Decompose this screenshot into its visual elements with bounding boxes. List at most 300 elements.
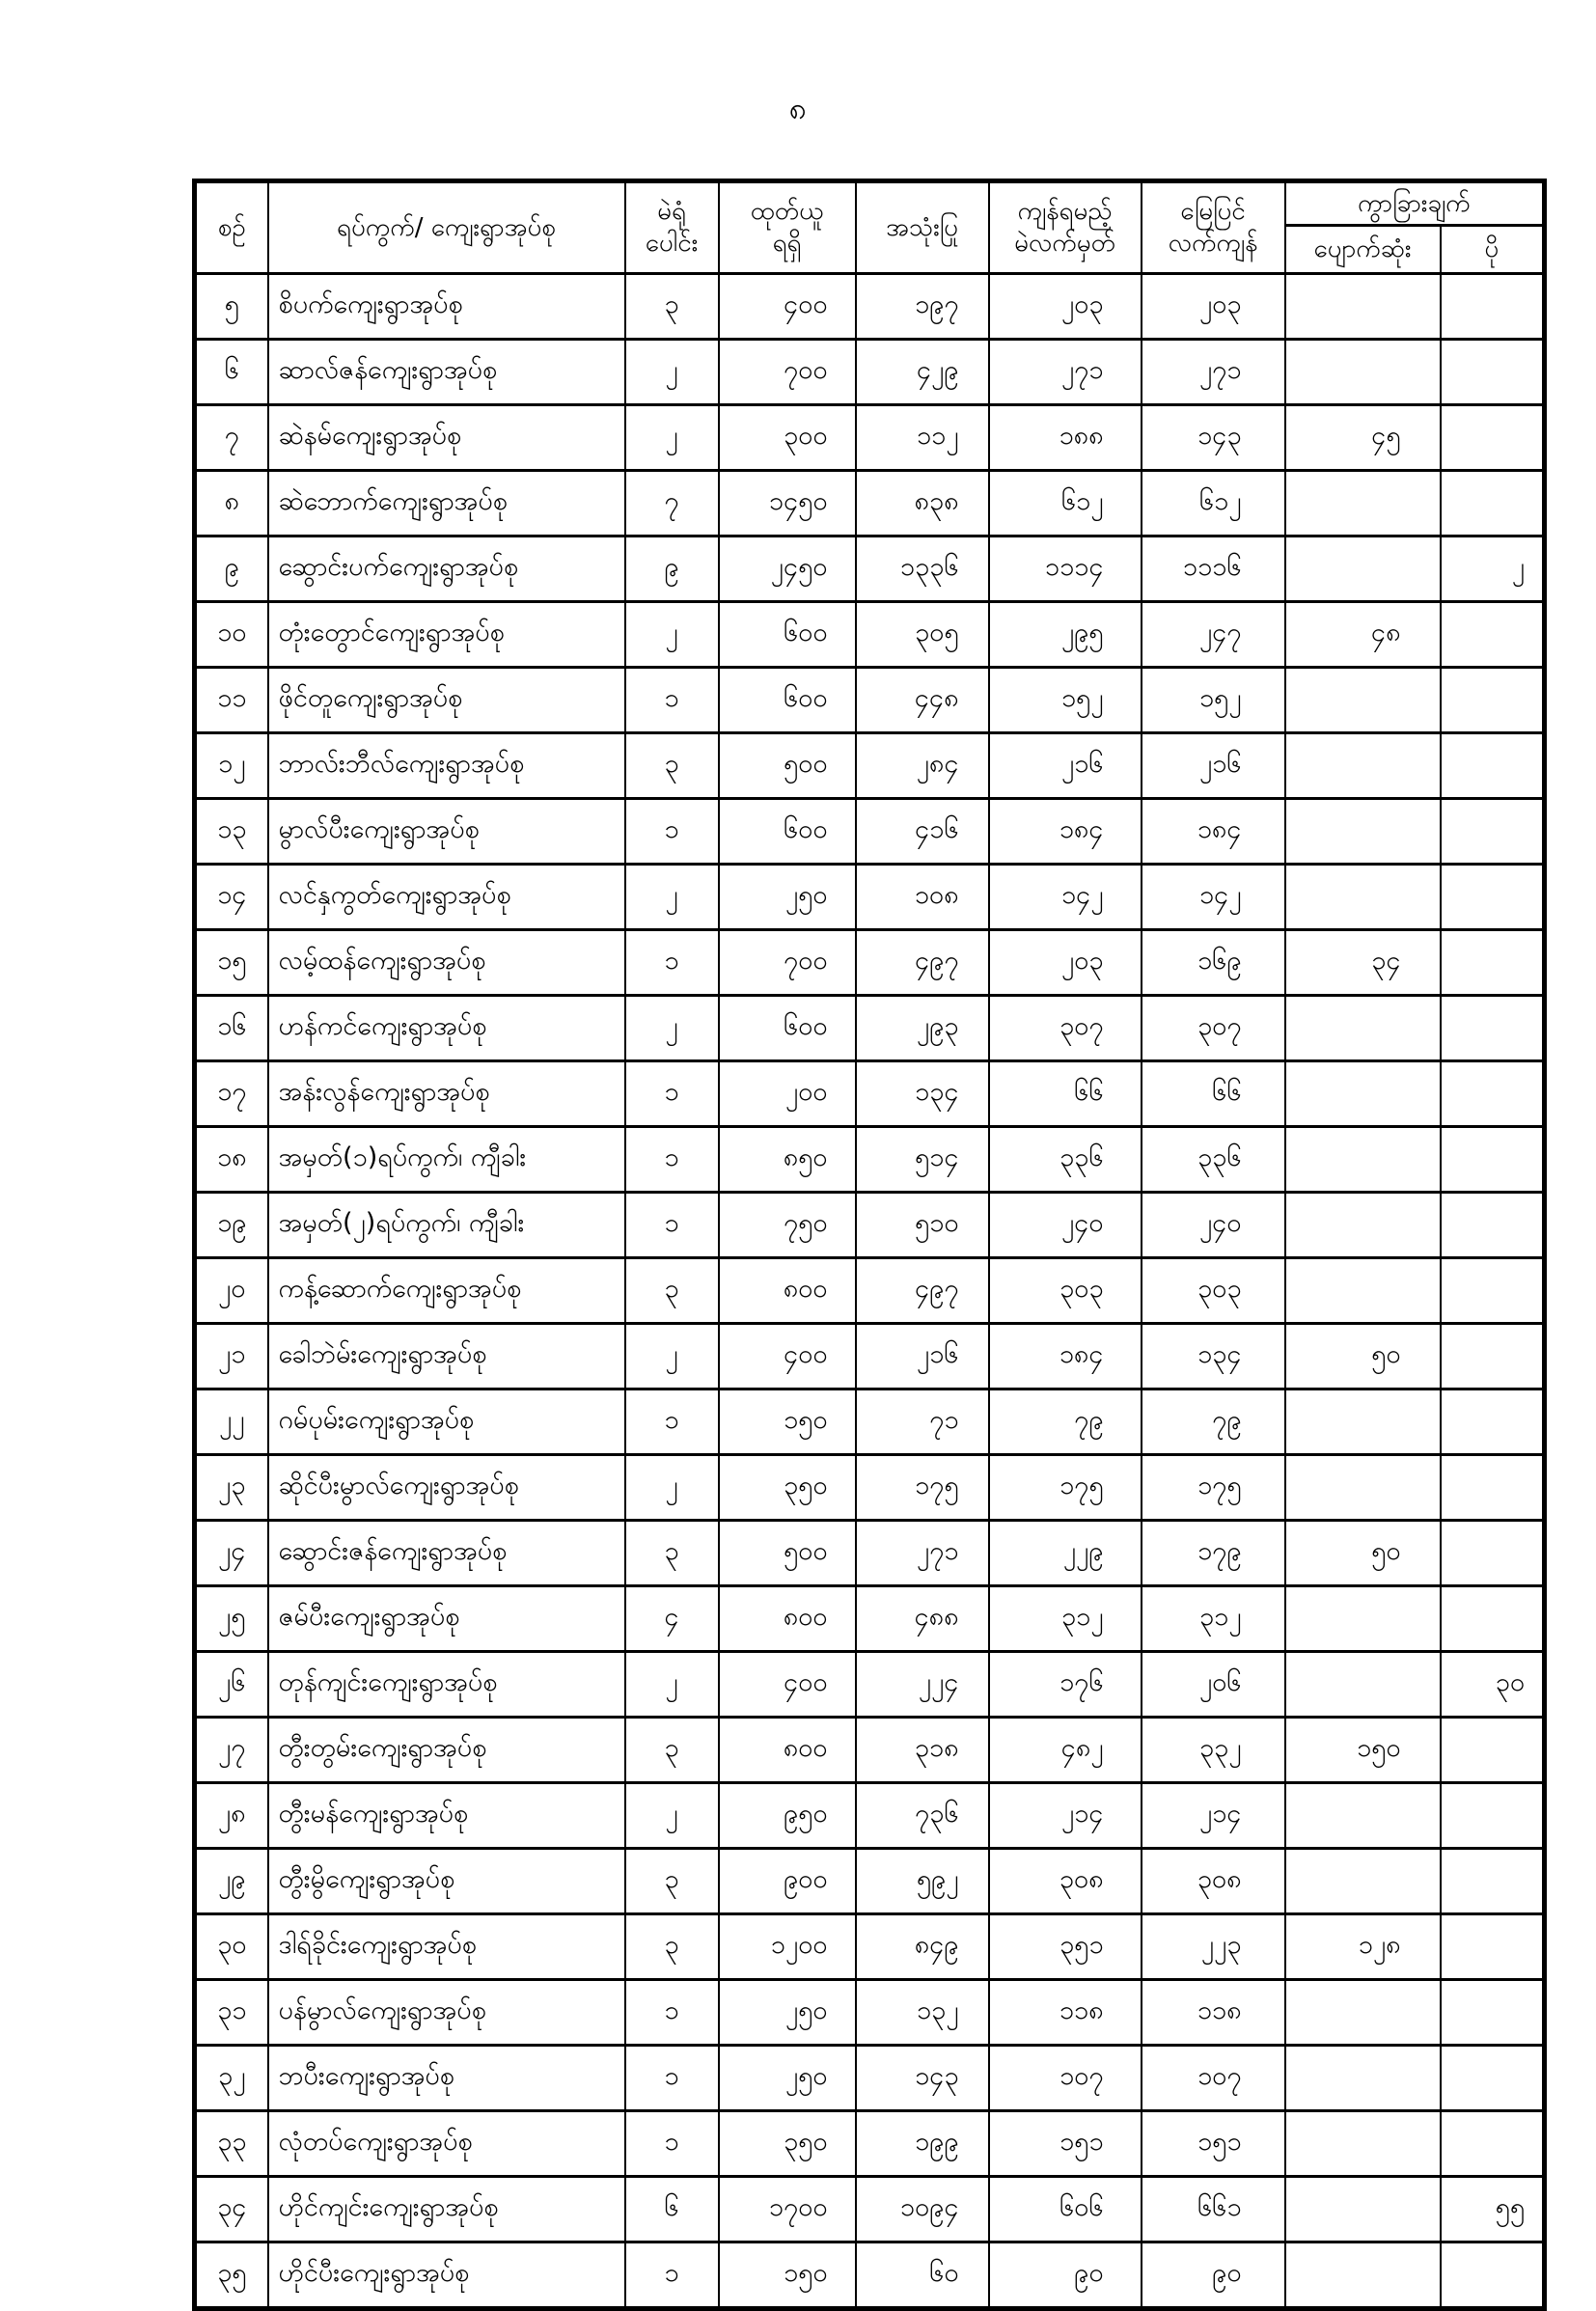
cell-received: ၁၅၀ xyxy=(719,2242,856,2309)
cell-ward-village-name: ပန်မွာလ်ကျေးရွာအုပ်စု xyxy=(268,1980,625,2046)
cell-ward-village-name: မွာလ်ပီးကျေးရွာအုပ်စု xyxy=(268,799,625,865)
cell-serial: ၃၀ xyxy=(195,1914,268,1980)
cell-received: ၁၂၀၀ xyxy=(719,1914,856,1980)
cell-missing xyxy=(1285,865,1441,930)
cell-ward-village-name: တွီးမွိကျေးရွာအုပ်စု xyxy=(268,1849,625,1914)
cell-missing xyxy=(1285,1389,1441,1455)
table-row xyxy=(195,2046,1545,2111)
cell-used: ၈၄၉ xyxy=(856,1914,989,1980)
cell-ward-village-name: ဇမ်ပီးကျေးရွာအုပ်စု xyxy=(268,1586,625,1652)
cell-required-remaining: ၂၁၄ xyxy=(989,1783,1142,1849)
cell-required-remaining: ၁၀၇ xyxy=(989,2046,1142,2111)
cell-used: ၁၁၂ xyxy=(856,405,989,471)
cell-serial: ၁၅ xyxy=(195,930,268,996)
table-row xyxy=(195,1652,1545,1718)
cell-serial: ၂၂ xyxy=(195,1389,268,1455)
cell-received: ၆၀၀ xyxy=(719,799,856,865)
table-row xyxy=(195,340,1545,405)
cell-missing xyxy=(1285,799,1441,865)
table-row xyxy=(195,799,1545,865)
col-header-required-remaining xyxy=(989,181,1142,274)
cell-ward-village-name: ဟန်ကင်ကျေးရွာအုပ်စု xyxy=(268,996,625,1061)
cell-ground-remaining: ၁၈၄ xyxy=(1142,799,1285,865)
cell-ground-remaining: ၁၄၃ xyxy=(1142,405,1285,471)
cell-polling-stations: ၁ xyxy=(625,799,719,865)
col-header-polling-stations xyxy=(625,181,719,274)
cell-serial: ၁၇ xyxy=(195,1061,268,1127)
cell-used: ၁၃၂ xyxy=(856,1980,989,2046)
cell-polling-stations: ၇ xyxy=(625,471,719,536)
cell-used: ၇၃၆ xyxy=(856,1783,989,1849)
col-header-polling-stations-line1: မဲရုံ xyxy=(657,197,686,226)
table-row xyxy=(195,1127,1545,1193)
cell-missing xyxy=(1285,1061,1441,1127)
cell-received: ၁၅၀ xyxy=(719,1389,856,1455)
table-body xyxy=(195,274,1545,2309)
cell-serial: ၃၄ xyxy=(195,2177,268,2242)
cell-polling-stations: ၃ xyxy=(625,1521,719,1586)
col-header-polling-stations-line2: ပေါင်း xyxy=(645,229,699,258)
cell-ground-remaining: ၃၀၇ xyxy=(1142,996,1285,1061)
cell-missing xyxy=(1285,1849,1441,1914)
cell-required-remaining: ၁၇၅ xyxy=(989,1455,1142,1521)
cell-ward-village-name: ဆဲဘောက်ကျေးရွာအုပ်စု xyxy=(268,471,625,536)
cell-used: ၄၂၉ xyxy=(856,340,989,405)
col-header-ground-remaining-line1: မြေပြင် xyxy=(1180,197,1246,226)
cell-received: ၃၅၀ xyxy=(719,2111,856,2177)
cell-ward-village-name: ဘပီးကျေးရွာအုပ်စု xyxy=(268,2046,625,2111)
cell-ward-village-name: တုန်ကျင်းကျေးရွာအုပ်စု xyxy=(268,1652,625,1718)
cell-ward-village-name: ခေါဘဲမ်းကျေးရွာအုပ်စု xyxy=(268,1324,625,1389)
cell-missing xyxy=(1285,1783,1441,1849)
cell-required-remaining: ၂၂၉ xyxy=(989,1521,1142,1586)
cell-used: ၁၉၉ xyxy=(856,2111,989,2177)
cell-ground-remaining: ၂၁၆ xyxy=(1142,733,1285,799)
cell-received: ၉၅၀ xyxy=(719,1783,856,1849)
cell-serial: ၁၉ xyxy=(195,1193,268,1258)
cell-used: ၂၁၆ xyxy=(856,1324,989,1389)
cell-missing: ၃၄ xyxy=(1285,930,1441,996)
cell-received: ၂၅၀ xyxy=(719,865,856,930)
cell-serial: ၂၃ xyxy=(195,1455,268,1521)
cell-ground-remaining: ၁၅၂ xyxy=(1142,668,1285,733)
col-header-serial: စဉ် xyxy=(195,181,268,274)
cell-used: ၄၈၈ xyxy=(856,1586,989,1652)
cell-ground-remaining: ၉၀ xyxy=(1142,2242,1285,2309)
cell-used: ၄၉၇ xyxy=(856,1258,989,1324)
cell-ground-remaining: ၁၆၉ xyxy=(1142,930,1285,996)
cell-required-remaining: ၆၆ xyxy=(989,1061,1142,1127)
table-row xyxy=(195,996,1545,1061)
cell-ward-village-name: လုံတပ်ကျေးရွာအုပ်စု xyxy=(268,2111,625,2177)
cell-ground-remaining: ၂၂၃ xyxy=(1142,1914,1285,1980)
table-row xyxy=(195,602,1545,668)
cell-used: ၁၇၅ xyxy=(856,1455,989,1521)
cell-required-remaining: ၁၈၈ xyxy=(989,405,1142,471)
cell-received: ၂၅၀ xyxy=(719,1980,856,2046)
cell-received: ၉၀၀ xyxy=(719,1849,856,1914)
cell-polling-stations: ၃ xyxy=(625,274,719,340)
table-row xyxy=(195,1258,1545,1324)
cell-required-remaining: ၉၀ xyxy=(989,2242,1142,2309)
cell-used: ၄၁၆ xyxy=(856,799,989,865)
col-header-ward-village: ရပ်ကွက်/ ကျေးရွာအုပ်စု xyxy=(268,181,625,274)
table-row xyxy=(195,1324,1545,1389)
col-header-received xyxy=(719,181,856,274)
cell-received: ၅၀၀ xyxy=(719,1521,856,1586)
cell-extra xyxy=(1441,1718,1545,1783)
table-row xyxy=(195,930,1545,996)
cell-required-remaining: ၁၅၂ xyxy=(989,668,1142,733)
cell-used: ၆၀ xyxy=(856,2242,989,2309)
cell-ward-village-name: အမှတ်(၂)ရပ်ကွက်၊ ကျီခါး xyxy=(268,1193,625,1258)
cell-extra xyxy=(1441,733,1545,799)
cell-used: ၁၃၃၆ xyxy=(856,536,989,602)
cell-polling-stations: ၂ xyxy=(625,602,719,668)
cell-serial: ၂၅ xyxy=(195,1586,268,1652)
cell-polling-stations: ၂ xyxy=(625,865,719,930)
cell-ward-village-name: ဆာလ်ဇန်ကျေးရွာအုပ်စု xyxy=(268,340,625,405)
cell-used: ၅၁၀ xyxy=(856,1193,989,1258)
cell-polling-stations: ၁ xyxy=(625,1980,719,2046)
col-header-received-line1: ထုတ်ယူ xyxy=(750,197,824,226)
cell-ground-remaining: ၆၆၁ xyxy=(1142,2177,1285,2242)
cell-received: ၁၄၅၀ xyxy=(719,471,856,536)
cell-polling-stations: ၁ xyxy=(625,1193,719,1258)
cell-extra xyxy=(1441,1061,1545,1127)
table-row xyxy=(195,733,1545,799)
cell-extra xyxy=(1441,1783,1545,1849)
cell-ground-remaining: ၂၀၆ xyxy=(1142,1652,1285,1718)
cell-serial: ၁၂ xyxy=(195,733,268,799)
table-row xyxy=(195,1914,1545,1980)
cell-extra xyxy=(1441,471,1545,536)
cell-polling-stations: ၁ xyxy=(625,1389,719,1455)
cell-received: ၈၀၀ xyxy=(719,1586,856,1652)
cell-received: ၈၅၀ xyxy=(719,1127,856,1193)
cell-serial: ၇ xyxy=(195,405,268,471)
cell-missing xyxy=(1285,1980,1441,2046)
table-row xyxy=(195,865,1545,930)
cell-extra xyxy=(1441,1193,1545,1258)
cell-ground-remaining: ၇၉ xyxy=(1142,1389,1285,1455)
cell-ward-village-name: ဒါရ်ခိုင်းကျေးရွာအုပ်စု xyxy=(268,1914,625,1980)
cell-received: ၆၀၀ xyxy=(719,996,856,1061)
cell-polling-stations: ၂ xyxy=(625,996,719,1061)
cell-extra xyxy=(1441,1980,1545,2046)
cell-required-remaining: ၁၇၆ xyxy=(989,1652,1142,1718)
cell-serial: ၉ xyxy=(195,536,268,602)
cell-polling-stations: ၁ xyxy=(625,930,719,996)
table-row xyxy=(195,1586,1545,1652)
cell-extra xyxy=(1441,2242,1545,2309)
cell-extra xyxy=(1441,996,1545,1061)
cell-required-remaining: ၁၈၄ xyxy=(989,799,1142,865)
cell-ground-remaining: ၁၇၅ xyxy=(1142,1455,1285,1521)
cell-polling-stations: ၁ xyxy=(625,2111,719,2177)
table-row xyxy=(195,471,1545,536)
table-row xyxy=(195,1521,1545,1586)
cell-ground-remaining: ၁၀၇ xyxy=(1142,2046,1285,2111)
cell-used: ၁၀၈ xyxy=(856,865,989,930)
table-row xyxy=(195,1061,1545,1127)
col-header-ground-remaining-line2: လက်ကျန် xyxy=(1168,229,1258,258)
cell-ground-remaining: ၁၁၁၆ xyxy=(1142,536,1285,602)
cell-received: ၃၅၀ xyxy=(719,1455,856,1521)
cell-serial: ၁၈ xyxy=(195,1127,268,1193)
cell-extra: ၂ xyxy=(1441,536,1545,602)
cell-required-remaining: ၄၈၂ xyxy=(989,1718,1142,1783)
cell-ground-remaining: ၂၁၄ xyxy=(1142,1783,1285,1849)
cell-ward-village-name: ဆွောင်းပက်ကျေးရွာအုပ်စု xyxy=(268,536,625,602)
cell-extra xyxy=(1441,1258,1545,1324)
cell-ground-remaining: ၃၃၆ xyxy=(1142,1127,1285,1193)
col-header-used: အသုံးပြု xyxy=(856,181,989,274)
cell-missing: ၁၂၈ xyxy=(1285,1914,1441,1980)
col-header-missing: ပျောက်ဆုံး xyxy=(1285,226,1441,274)
cell-required-remaining: ၂၀၃ xyxy=(989,274,1142,340)
table-row xyxy=(195,536,1545,602)
cell-missing xyxy=(1285,1127,1441,1193)
cell-ward-village-name: ဘာလ်းဘီလ်ကျေးရွာအုပ်စု xyxy=(268,733,625,799)
cell-required-remaining: ၃၀၇ xyxy=(989,996,1142,1061)
cell-missing xyxy=(1285,471,1441,536)
cell-used: ၅၉၂ xyxy=(856,1849,989,1914)
col-header-required-remaining-line2: မဲလက်မှတ် xyxy=(1014,229,1115,258)
cell-used: ၁၀၉၄ xyxy=(856,2177,989,2242)
cell-used: ၂၂၄ xyxy=(856,1652,989,1718)
table-row xyxy=(195,1389,1545,1455)
cell-required-remaining: ၃၅၁ xyxy=(989,1914,1142,1980)
col-header-extra: ပို xyxy=(1441,226,1545,274)
cell-received: ၈၀၀ xyxy=(719,1718,856,1783)
cell-extra xyxy=(1441,2046,1545,2111)
col-header-required-remaining-line1: ကျန်ရမည့် xyxy=(1017,197,1113,226)
cell-extra xyxy=(1441,602,1545,668)
cell-ground-remaining: ၆၆ xyxy=(1142,1061,1285,1127)
cell-received: ၈၀၀ xyxy=(719,1258,856,1324)
cell-ground-remaining: ၁၇၉ xyxy=(1142,1521,1285,1586)
cell-received: ၆၀၀ xyxy=(719,602,856,668)
cell-missing xyxy=(1285,2111,1441,2177)
table-row xyxy=(195,668,1545,733)
cell-serial: ၅ xyxy=(195,274,268,340)
cell-ground-remaining: ၂၄၀ xyxy=(1142,1193,1285,1258)
cell-ground-remaining: ၁၅၁ xyxy=(1142,2111,1285,2177)
cell-serial: ၂၄ xyxy=(195,1521,268,1586)
cell-ground-remaining: ၆၁၂ xyxy=(1142,471,1285,536)
ballot-paper-table xyxy=(192,179,1547,2311)
table-row xyxy=(195,2242,1545,2309)
cell-extra xyxy=(1441,340,1545,405)
cell-ward-village-name: ဆွောင်းဇန်ကျေးရွာအုပ်စု xyxy=(268,1521,625,1586)
table-row xyxy=(195,1455,1545,1521)
cell-extra xyxy=(1441,1521,1545,1586)
cell-serial: ၃၁ xyxy=(195,1980,268,2046)
cell-required-remaining: ၁၁၈ xyxy=(989,1980,1142,2046)
cell-extra: ၃၀ xyxy=(1441,1652,1545,1718)
cell-required-remaining: ၂၀၃ xyxy=(989,930,1142,996)
cell-serial: ၈ xyxy=(195,471,268,536)
cell-polling-stations: ၁ xyxy=(625,2242,719,2309)
cell-serial: ၃၅ xyxy=(195,2242,268,2309)
cell-serial: ၂၁ xyxy=(195,1324,268,1389)
cell-ground-remaining: ၃၃၂ xyxy=(1142,1718,1285,1783)
cell-ward-village-name: လမ့်ထန်ကျေးရွာအုပ်စု xyxy=(268,930,625,996)
cell-polling-stations: ၉ xyxy=(625,536,719,602)
cell-ward-village-name: အမှတ်(၁)ရပ်ကွက်၊ ကျီခါး xyxy=(268,1127,625,1193)
cell-received: ၁၇၀၀ xyxy=(719,2177,856,2242)
cell-missing xyxy=(1285,1258,1441,1324)
cell-extra xyxy=(1441,668,1545,733)
cell-polling-stations: ၁ xyxy=(625,1127,719,1193)
cell-extra xyxy=(1441,930,1545,996)
cell-received: ၃၀၀ xyxy=(719,405,856,471)
cell-polling-stations: ၁ xyxy=(625,668,719,733)
col-header-received-line2: ရရှိ xyxy=(772,229,802,258)
table-row xyxy=(195,1980,1545,2046)
cell-ward-village-name: လင်နှကွတ်ကျေးရွာအုပ်စု xyxy=(268,865,625,930)
cell-ward-village-name: တွီးတွမ်းကျေးရွာအုပ်စု xyxy=(268,1718,625,1783)
cell-received: ၇၅၀ xyxy=(719,1193,856,1258)
cell-polling-stations: ၃ xyxy=(625,733,719,799)
cell-required-remaining: ၂၇၁ xyxy=(989,340,1142,405)
cell-extra xyxy=(1441,1455,1545,1521)
cell-missing xyxy=(1285,668,1441,733)
cell-missing xyxy=(1285,1193,1441,1258)
cell-ward-village-name: အန်းလွန်ကျေးရွာအုပ်စု xyxy=(268,1061,625,1127)
cell-missing xyxy=(1285,274,1441,340)
cell-received: ၇၀၀ xyxy=(719,340,856,405)
cell-polling-stations: ၆ xyxy=(625,2177,719,2242)
cell-missing xyxy=(1285,1586,1441,1652)
cell-required-remaining: ၂၁၆ xyxy=(989,733,1142,799)
cell-required-remaining: ၃၃၆ xyxy=(989,1127,1142,1193)
cell-received: ၂၅၀ xyxy=(719,2046,856,2111)
cell-serial: ၃၂ xyxy=(195,2046,268,2111)
cell-required-remaining: ၁၈၄ xyxy=(989,1324,1142,1389)
cell-extra xyxy=(1441,1586,1545,1652)
cell-used: ၄၉၇ xyxy=(856,930,989,996)
cell-ward-village-name: တုံးတွောင်ကျေးရွာအုပ်စု xyxy=(268,602,625,668)
cell-required-remaining: ၂၉၅ xyxy=(989,602,1142,668)
cell-missing xyxy=(1285,2242,1441,2309)
cell-missing: ၄၈ xyxy=(1285,602,1441,668)
table-row xyxy=(195,405,1545,471)
cell-polling-stations: ၁ xyxy=(625,2046,719,2111)
cell-ground-remaining: ၂၇၁ xyxy=(1142,340,1285,405)
cell-used: ၈၃၈ xyxy=(856,471,989,536)
cell-polling-stations: ၃ xyxy=(625,1914,719,1980)
cell-polling-stations: ၃ xyxy=(625,1718,719,1783)
cell-received: ၂၀၀ xyxy=(719,1061,856,1127)
cell-polling-stations: ၂ xyxy=(625,1783,719,1849)
cell-polling-stations: ၂ xyxy=(625,405,719,471)
cell-serial: ၂၈ xyxy=(195,1783,268,1849)
table-row xyxy=(195,1849,1545,1914)
cell-ground-remaining: ၁၃၄ xyxy=(1142,1324,1285,1389)
cell-used: ၂၉၃ xyxy=(856,996,989,1061)
cell-missing xyxy=(1285,733,1441,799)
cell-required-remaining: ၃၀၈ xyxy=(989,1849,1142,1914)
cell-received: ၂၄၅၀ xyxy=(719,536,856,602)
cell-polling-stations: ၃ xyxy=(625,1258,719,1324)
cell-ward-village-name: တွီးမန်ကျေးရွာအုပ်စု xyxy=(268,1783,625,1849)
cell-extra xyxy=(1441,865,1545,930)
cell-received: ၇၀၀ xyxy=(719,930,856,996)
table-row xyxy=(195,1783,1545,1849)
cell-missing xyxy=(1285,536,1441,602)
cell-serial: ၁၃ xyxy=(195,799,268,865)
cell-ground-remaining: ၃၀၃ xyxy=(1142,1258,1285,1324)
cell-required-remaining: ၂၄၀ xyxy=(989,1193,1142,1258)
cell-used: ၂၈၄ xyxy=(856,733,989,799)
cell-extra xyxy=(1441,2111,1545,2177)
cell-polling-stations: ၂ xyxy=(625,1652,719,1718)
cell-used: ၇၁ xyxy=(856,1389,989,1455)
cell-ward-village-name: စိပက်ကျေးရွာအုပ်စု xyxy=(268,274,625,340)
col-header-difference: ကွာခြားချက် xyxy=(1285,181,1545,226)
cell-extra xyxy=(1441,1914,1545,1980)
cell-ward-village-name: ဟိုင်ကျင်းကျေးရွာအုပ်စု xyxy=(268,2177,625,2242)
cell-missing xyxy=(1285,996,1441,1061)
cell-missing: ၁၅၀ xyxy=(1285,1718,1441,1783)
cell-required-remaining: ၃၀၃ xyxy=(989,1258,1142,1324)
cell-extra xyxy=(1441,1324,1545,1389)
table-row xyxy=(195,274,1545,340)
cell-missing xyxy=(1285,1455,1441,1521)
cell-missing xyxy=(1285,2177,1441,2242)
cell-ground-remaining: ၁၁၈ xyxy=(1142,1980,1285,2046)
cell-serial: ၁၁ xyxy=(195,668,268,733)
cell-ward-village-name: ဆိုင်ပီးမွာလ်ကျေးရွာအုပ်စု xyxy=(268,1455,625,1521)
cell-required-remaining: ၃၁၂ xyxy=(989,1586,1142,1652)
cell-received: ၄၀၀ xyxy=(719,274,856,340)
cell-ward-village-name: ကန့်ဆောက်ကျေးရွာအုပ်စု xyxy=(268,1258,625,1324)
cell-received: ၄၀၀ xyxy=(719,1324,856,1389)
cell-serial: ၁၀ xyxy=(195,602,268,668)
cell-serial: ၂၆ xyxy=(195,1652,268,1718)
cell-serial: ၆ xyxy=(195,340,268,405)
cell-polling-stations: ၁ xyxy=(625,1061,719,1127)
cell-received: ၄၀၀ xyxy=(719,1652,856,1718)
col-header-ground-remaining xyxy=(1142,181,1285,274)
cell-missing xyxy=(1285,2046,1441,2111)
cell-extra xyxy=(1441,799,1545,865)
cell-ward-village-name: ဖိုင်တူကျေးရွာအုပ်စု xyxy=(268,668,625,733)
cell-extra xyxy=(1441,405,1545,471)
cell-used: ၄၄၈ xyxy=(856,668,989,733)
cell-used: ၁၄၃ xyxy=(856,2046,989,2111)
cell-ward-village-name: ဟိုင်ပီးကျေးရွာအုပ်စု xyxy=(268,2242,625,2309)
cell-received: ၆၀၀ xyxy=(719,668,856,733)
cell-missing xyxy=(1285,1652,1441,1718)
cell-used: ၅၁၄ xyxy=(856,1127,989,1193)
table-row xyxy=(195,1193,1545,1258)
cell-ground-remaining: ၃၀၈ xyxy=(1142,1849,1285,1914)
cell-serial: ၃၃ xyxy=(195,2111,268,2177)
cell-polling-stations: ၂ xyxy=(625,1324,719,1389)
cell-required-remaining: ၆၀၆ xyxy=(989,2177,1142,2242)
cell-missing: ၅၀ xyxy=(1285,1324,1441,1389)
cell-polling-stations: ၂ xyxy=(625,340,719,405)
table-row xyxy=(195,1718,1545,1783)
cell-missing xyxy=(1285,340,1441,405)
cell-used: ၂၇၁ xyxy=(856,1521,989,1586)
cell-used: ၁၉၇ xyxy=(856,274,989,340)
cell-extra xyxy=(1441,1389,1545,1455)
cell-serial: ၁၆ xyxy=(195,996,268,1061)
